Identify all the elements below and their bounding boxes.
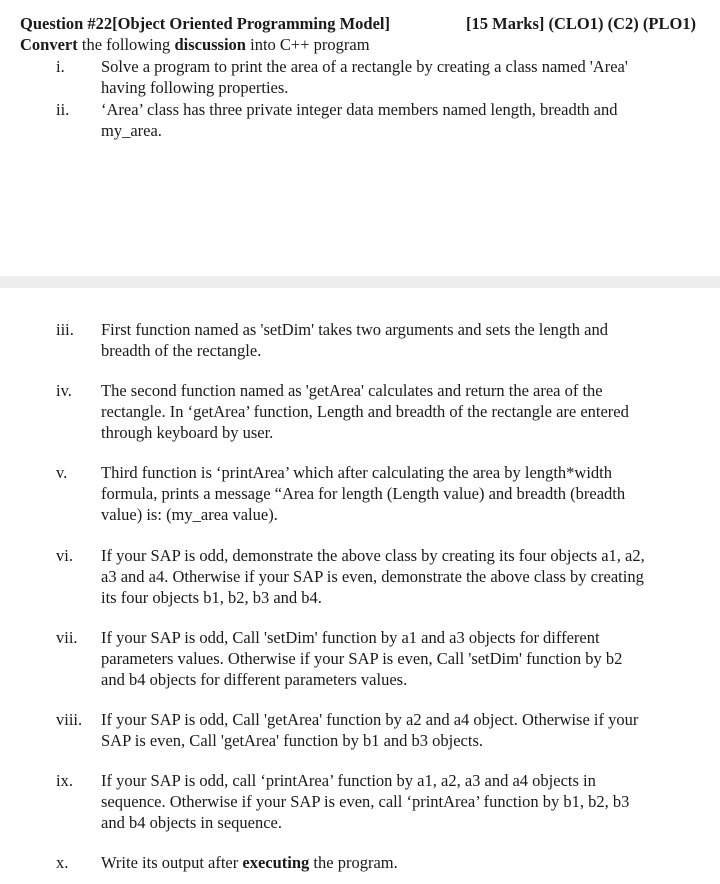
item-line: If your SAP is odd, demonstrate the above class by creating its four objects a1, a2, bbox=[101, 546, 645, 565]
item-number: iv. bbox=[56, 381, 72, 400]
instruction-verb: Convert bbox=[20, 35, 78, 54]
item-line: Solve a program to print the area of a rectangle by creating a class named 'Area' bbox=[101, 57, 628, 76]
item-text bbox=[101, 462, 715, 525]
item-text bbox=[101, 319, 715, 361]
item-line: If your SAP is odd, Call 'getArea' function by a2 and a4 object. Otherwise if your bbox=[101, 710, 639, 729]
item-line: parameters values. Otherwise if your SAP is even, Call 'setDim' function by b2 bbox=[101, 649, 623, 668]
item-line: The second function named as 'getArea' calculates and return the area of the bbox=[101, 381, 603, 400]
item-line: If your SAP is odd, Call 'setDim' function by a1 and a3 objects for different bbox=[101, 628, 600, 647]
item-line: sequence. Otherwise if your SAP is even, call ‘printArea’ function by b1, b2, b3 bbox=[101, 792, 630, 811]
item-text bbox=[101, 627, 715, 690]
item-line: having following properties. bbox=[101, 78, 289, 97]
item-number: ix. bbox=[56, 771, 73, 790]
item-line: rectangle. In ‘getArea’ function, Length and breadth of the rectangle are entered bbox=[101, 402, 629, 421]
question-title: Question #22[Object Oriented Programming Model] bbox=[20, 14, 390, 33]
item-number: vii. bbox=[56, 628, 78, 647]
item-text bbox=[101, 545, 715, 608]
item-line: value) is: (my_area value). bbox=[101, 505, 278, 524]
page-separator bbox=[0, 276, 720, 288]
item-number: x. bbox=[56, 853, 69, 872]
item-text bbox=[101, 99, 715, 141]
item-text bbox=[101, 852, 715, 873]
item-line-bold: executing bbox=[242, 853, 310, 872]
item-number: v. bbox=[56, 463, 68, 482]
item-text bbox=[101, 380, 715, 443]
item-number: i. bbox=[56, 57, 65, 76]
item-line bbox=[101, 852, 715, 873]
item-line: and b4 objects for different parameters values. bbox=[101, 670, 408, 689]
question-header bbox=[20, 15, 718, 33]
item-number: viii. bbox=[56, 710, 83, 729]
item-line: its four objects b1, b2, b3 and b4. bbox=[101, 588, 322, 607]
item-text bbox=[101, 770, 715, 833]
question-instruction bbox=[20, 36, 370, 54]
item-line: SAP is even, Call 'getArea' function by b1 and b3 objects. bbox=[101, 731, 484, 750]
instruction-keyword: discussion bbox=[174, 35, 246, 54]
instruction-post: into C++ program bbox=[245, 35, 370, 54]
item-line: breadth of the rectangle. bbox=[101, 341, 262, 360]
item-line: formula, prints a message “Area for length (Length value) and breadth (breadth bbox=[101, 484, 626, 503]
item-number: vi. bbox=[56, 546, 73, 565]
item-text bbox=[101, 56, 715, 98]
item-line: and b4 objects in sequence. bbox=[101, 813, 282, 832]
item-line: Third function is ‘printArea’ which after calculating the area by length*width bbox=[101, 463, 613, 482]
item-line: a3 and a4. Otherwise if your SAP is even, demonstrate the above class by creating bbox=[101, 567, 644, 586]
item-number: ii. bbox=[56, 100, 70, 119]
item-line-post: the program. bbox=[309, 853, 398, 872]
item-number: iii. bbox=[56, 320, 74, 339]
item-line: ‘Area’ class has three private integer data members named length, breadth and bbox=[101, 100, 618, 119]
instruction-mid: the following bbox=[77, 35, 175, 54]
item-line: through keyboard by user. bbox=[101, 423, 274, 442]
question-marks: [15 Marks] (CLO1) (C2) (PLO1) bbox=[466, 14, 697, 33]
item-line: If your SAP is odd, call ‘printArea’ function by a1, a2, a3 and a4 objects in bbox=[101, 771, 596, 790]
item-line: my_area. bbox=[101, 121, 162, 140]
item-line: First function named as 'setDim' takes two arguments and sets the length and bbox=[101, 320, 608, 339]
item-text bbox=[101, 709, 715, 751]
item-line-pre: Write its output after bbox=[101, 853, 243, 872]
